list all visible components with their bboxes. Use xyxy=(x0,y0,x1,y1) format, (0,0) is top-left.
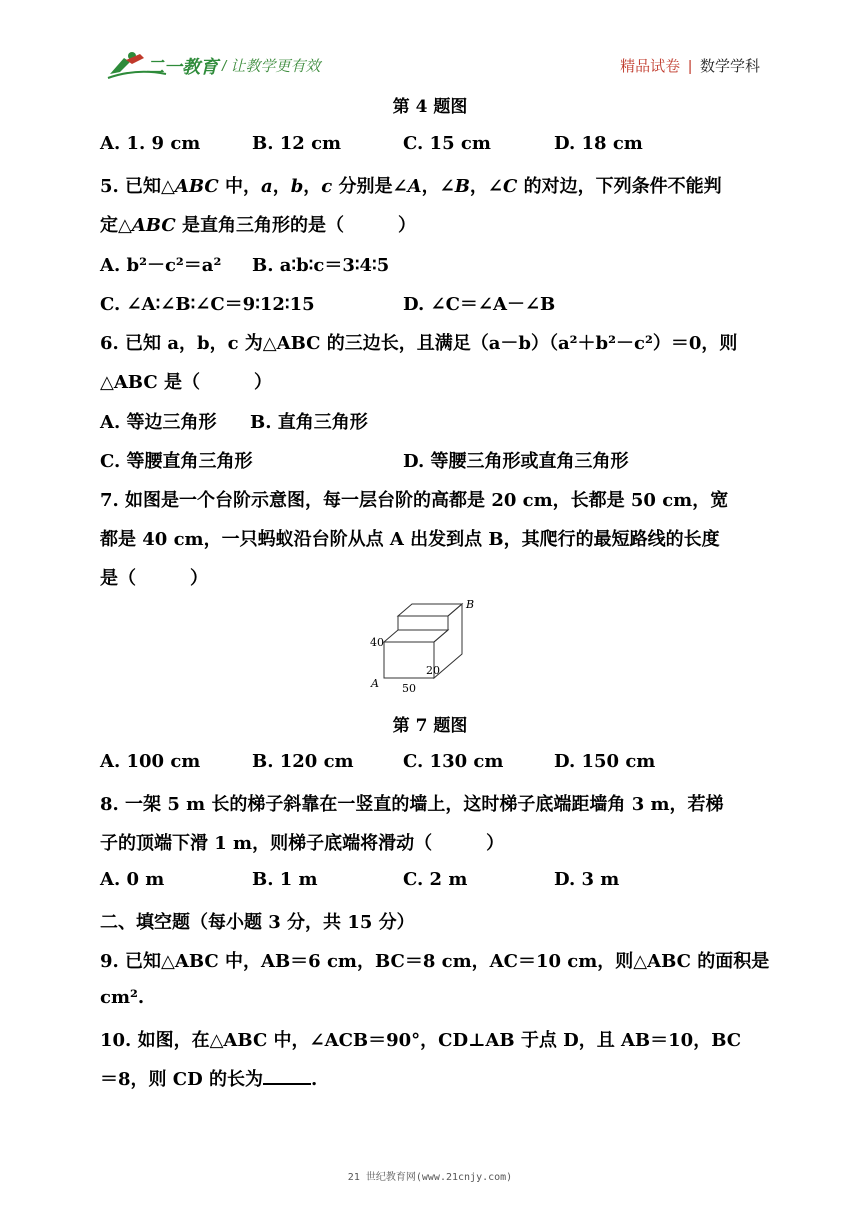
q7-option-b: B. 120 cm xyxy=(252,751,354,772)
q6-option-b: B. 直角三角形 xyxy=(250,412,368,433)
q8-option-b: B. 1 m xyxy=(252,869,318,890)
q5-option-c: C. ∠A∶∠B∶∠C＝9∶12∶15 xyxy=(100,294,315,315)
fig-label-a: A xyxy=(371,677,379,690)
q6-line-2: △ABC 是（ ） xyxy=(100,372,272,393)
page-footer: 21 世纪教育网(www.21cnjy.com) xyxy=(347,1172,513,1183)
q7-option-d: D. 150 cm xyxy=(554,751,656,772)
fig-label-b: B xyxy=(466,598,475,611)
q7-option-a: A. 100 cm xyxy=(100,751,201,772)
q10-answer-blank xyxy=(263,1067,311,1085)
q4-option-d: D. 18 cm xyxy=(554,133,643,154)
fig7-caption: 第 7 题图 xyxy=(392,716,468,736)
q7-line-2: 都是 40 cm，一只蚂蚁沿台阶从点 A 出发到点 B，其爬行的最短路线的长度 xyxy=(100,529,720,550)
q4-option-b: B. 12 cm xyxy=(252,133,342,154)
q4-option-c: C. 15 cm xyxy=(403,133,491,154)
q8-line-2: 子的顶端下滑 1 m，则梯子底端将滑动（ ） xyxy=(100,833,505,854)
page-header xyxy=(0,0,860,90)
q7-option-c: C. 130 cm xyxy=(403,751,504,772)
header-separator: | xyxy=(688,58,692,75)
q6-option-c: C. 等腰直角三角形 xyxy=(100,451,253,472)
q9-line-1: 9. 已知△ABC 中，AB＝6 cm，BC＝8 cm，AC＝10 cm，则△ABC 的面积是 xyxy=(100,951,770,972)
q8-line-1: 8. 一架 5 m 长的梯子斜靠在一竖直的墙上，这时梯子底端距墙角 3 m，若梯 xyxy=(100,794,724,815)
q8-option-a: A. 0 m xyxy=(100,869,165,890)
q9-line-2: cm². xyxy=(100,987,145,1008)
slogan: / 让教学更有效 xyxy=(222,58,321,75)
q4-option-a: A. 1. 9 cm xyxy=(100,133,201,154)
q10-line-1: 10. 如图，在△ABC 中，∠ACB＝90°，CD⊥AB 于点 D，且 AB＝10，BC xyxy=(100,1030,742,1051)
section-2-heading: 二、填空题（每小题 3 分，共 15 分） xyxy=(100,912,415,933)
header-right xyxy=(620,55,760,76)
q6-option-a: A. 等边三角形 xyxy=(100,412,217,433)
q5-option-a: A. b²－c²＝a² xyxy=(100,255,222,276)
q5-line-1: 5. 已知△ABC 中，a，b，c 分别是∠A，∠B，∠C 的对边，下列条件不能判 xyxy=(100,176,722,197)
fig-label-width: 40 xyxy=(370,636,384,649)
q5-option-d: D. ∠C＝∠A－∠B xyxy=(403,294,556,315)
q5-line-2: 定△ABC 是直角三角形的是（ ） xyxy=(100,215,416,236)
logo-text: 二一教育 xyxy=(146,57,218,78)
q7-line-3: 是（ ） xyxy=(100,568,208,589)
q5-option-b: B. a∶b∶c＝3∶4∶5 xyxy=(252,255,390,276)
q6-line-1: 6. 已知 a，b，c 为△ABC 的三边长，且满足（a－b）（a²＋b²－c²）＝0，则 xyxy=(100,333,738,354)
q10-line-2: ＝8，则 CD 的长为 . xyxy=(100,1069,318,1090)
fig-label-height: 20 xyxy=(426,664,440,677)
stairs-figure xyxy=(368,596,498,696)
fig4-caption: 第 4 题图 xyxy=(392,97,468,117)
header-label-quality: 精品试卷 xyxy=(620,58,681,75)
fig-label-length: 50 xyxy=(402,682,416,695)
q8-option-d: D. 3 m xyxy=(554,869,620,890)
q8-option-c: C. 2 m xyxy=(403,869,468,890)
q7-line-1: 7. 如图是一个台阶示意图，每一层台阶的高都是 20 cm，长都是 50 cm，宽 xyxy=(100,490,729,511)
header-label-subject: 数学学科 xyxy=(699,58,760,75)
q6-option-d: D. 等腰三角形或直角三角形 xyxy=(403,451,629,472)
